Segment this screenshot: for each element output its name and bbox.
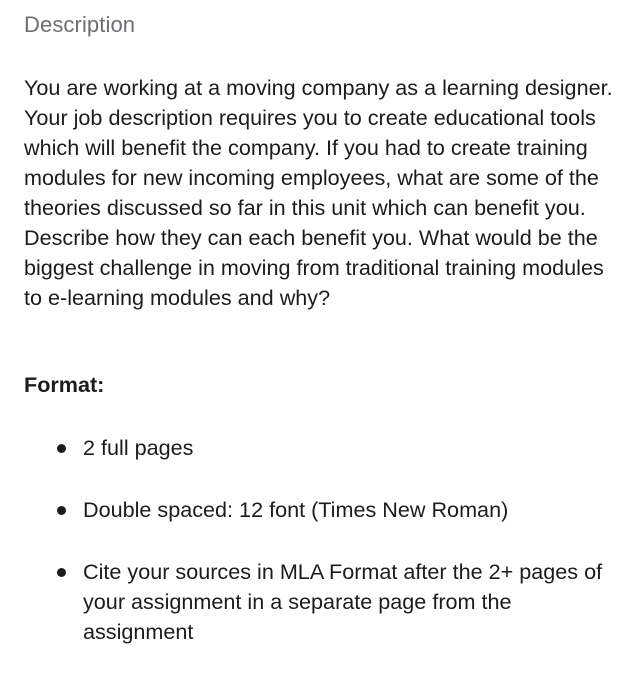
- bullet-icon: [57, 506, 66, 515]
- format-item-citations: [24, 557, 604, 647]
- format-item-pages: [24, 433, 604, 463]
- bullet-icon: [57, 568, 66, 577]
- format-list: [24, 433, 604, 679]
- description-text: You are working at a moving company as a learning designer. Your job description requires you to create educational tools which will benefit the company. If you had to create training modules for new incoming employees, what are some of the theories discussed so far in this unit which can benefit you. Describe how they can each benefit you. What would be the biggest challenge in moving from traditional training modules to e-learning modules and why?: [24, 75, 613, 310]
- format-item-text: Double spaced: 12 font (Times New Roman): [83, 497, 509, 522]
- section-title: Description: [24, 12, 136, 37]
- format-item-text: 2 full pages: [83, 435, 194, 460]
- format-heading: Format:: [24, 372, 105, 397]
- format-item-spacing: [24, 495, 604, 525]
- format-item-text: Cite your sources in MLA Format after the 2+ pages of your assignment in a separate page from the assignment: [83, 559, 603, 644]
- bullet-icon: [57, 444, 66, 453]
